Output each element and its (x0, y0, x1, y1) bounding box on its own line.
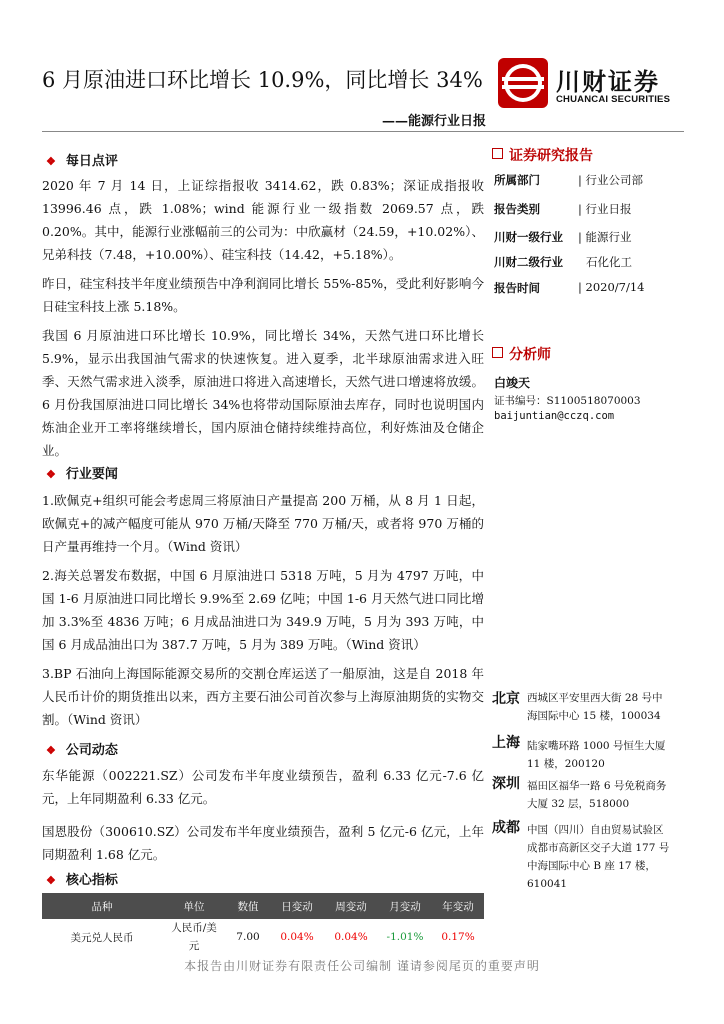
logo-chinese-name: 川财证券 (556, 68, 660, 96)
office-city: 上海 (492, 735, 520, 751)
analyst-heading: 分析师 (492, 344, 551, 364)
office-address: 中国（四川）自由贸易试验区 成都市高新区交子大道 177 号 中海国际中心 B 座 17 楼， 610041 (527, 824, 670, 890)
cell-unit: 人民币/美 元 (171, 922, 217, 952)
column-header: 月变动 (378, 893, 432, 919)
office-address: 西城区平安里西大街 28 号中 海国际中心 15 楼，100034 (527, 692, 663, 722)
diamond-bullet-icon: ❖ (46, 155, 56, 168)
office-address: 陆家嘴环路 1000 号恒生大厦 11 楼，200120 (527, 740, 666, 770)
cell-daily-change: 0.04% (280, 931, 314, 943)
office-city: 成都 (492, 820, 520, 836)
cell-name: 美元兑人民币 (70, 931, 134, 944)
paragraph: 我国 6 月原油进口环比增长 10.9%，同比增长 34%，天然气进口环比增长 5.9%，显示出我国油气需求的快速恢复。进入夏季，北半球原油需求进入旺季、天然气需求进入淡季，原油进口将进入高速增长，天然气进口增速将放缓。6 月份我国原油进口同比增长 34%也将带动国际原油去库存，同时也说明国内炼油企业开工率将继续增长，国内原油仓储持续维持高位，利好炼油及仓储企业。 (42, 328, 484, 458)
analyst-email[interactable]: baijuntian@cczq.com (494, 410, 615, 422)
office-city: 深圳 (492, 776, 520, 792)
analyst-name: 白竣天 (494, 376, 531, 390)
cell-weekly-change: 0.04% (334, 931, 368, 943)
section-heading-indicators: ❖ 核心指标 (46, 873, 118, 888)
diamond-bullet-icon: ❖ (46, 468, 56, 481)
paragraph: 2.海关总署发布数据，中国 6 月原油进口 5318 万吨，5 月为 4797 万吨，中国 1-6 月原油进口同比增长 9.9%至 2.69 亿吨；中国 1-6 月天然气进口同比增加 3.3%至 4836 万吨；6 月成品油进口为 349.9 万吨，5 月为 393 万吨，中国 6 月成品油出口为 387.7 万吨，5 月为 389 万吨。（Wind 资讯） (42, 568, 484, 652)
diamond-bullet-icon: ❖ (46, 744, 56, 757)
report-meta: 所属部门 | 行业公司部 报告类别 | 行业日报 川财一级行业 | 能源行业 川财二级行业 石化化工 报告时间 | 2020/7/14 (494, 173, 645, 295)
section-heading-daily: ❖ 每日点评 (46, 154, 118, 169)
table-row (42, 919, 484, 955)
cell-yearly-change: 0.17% (441, 931, 475, 943)
page-subtitle: ——能源行业日报 (382, 114, 487, 129)
paragraph: 国恩股份（300610.SZ）公司发布半年度业绩预告，盈利 5 亿元-6 亿元，上年同期盈利 1.68 亿元。 (42, 824, 484, 862)
column-header: 日变动 (270, 893, 324, 919)
analyst-icon (492, 347, 503, 358)
logo-english-name: CHUANCAI SECURITIES (556, 94, 671, 105)
cell-monthly-change: -1.01% (386, 931, 424, 943)
column-header: 单位 (162, 893, 226, 919)
column-header: 周变动 (324, 893, 378, 919)
paragraph: 东华能源（002221.SZ）公司发布半年度业绩预告，盈利 6.33 亿元-7.6 亿元，上年同期盈利 6.33 亿元。 (42, 768, 484, 806)
header-divider (42, 131, 684, 132)
cell-value: 7.00 (236, 931, 260, 943)
company-logo (498, 58, 688, 110)
analyst-cert: 证书编号：S1100518070003 (494, 395, 641, 407)
office-address: 福田区福华一路 6 号免税商务 大厦 32 层，518000 (527, 780, 667, 810)
core-indicators-table (42, 893, 484, 955)
paragraph: 3.BP 石油向上海国际能源交易所的交割仓库运送了一船原油，这是自 2018 年人民币计价的期货推出以来，西方主要石油公司首次参与上海原油期货的实物交割。（Wind 资讯） (42, 666, 484, 727)
paragraph: 1.欧佩克+组织可能会考虑周三将原油日产量提高 200 万桶，从 8 月 1 日起，欧佩克+的减产幅度可能从 970 万桶/天降至 770 万桶/天，或者将 970 万桶的日产量再维持一个月。（Wind 资讯） (42, 493, 484, 554)
section-heading-industry: ❖ 行业要闻 (46, 467, 118, 482)
paragraph: 2020 年 7 月 14 日，上证综指报收 3414.62，跌 0.83%；深证成指报收 13996.46 点，跌 1.08%；wind 能源行业一级指数 2069.57 点，跌 0.20%。其中，能源行业涨幅前三的公司为：中欣赢材（24.59，+10.02%）、兄弟科技（7.48，+10.00%）、硅宝科技（14.42，+5.18%）。 (42, 178, 484, 262)
report-icon (492, 148, 503, 159)
column-header: 品种 (42, 893, 162, 919)
page-title: 6 月原油进口环比增长 10.9%，同比增长 34% (42, 68, 483, 92)
chuancai-logo-icon (498, 58, 548, 108)
disclaimer-footer: 本报告由川财证券有限责任公司编制 谨请参阅尾页的重要声明 (184, 959, 540, 973)
column-header: 数值 (226, 893, 270, 919)
company-news-body (42, 764, 484, 872)
section-heading-company: ❖ 公司动态 (46, 743, 118, 758)
report-type-heading: 证券研究报告 (492, 145, 593, 165)
paragraph: 昨日，硅宝科技半年度业绩预告中净利润同比增长 55%-85%，受此利好影响今日硅宝科技上涨 5.18%。 (42, 276, 484, 314)
industry-news-body (42, 489, 484, 737)
office-city: 北京 (492, 691, 520, 707)
diamond-bullet-icon: ❖ (46, 874, 56, 887)
column-header: 年变动 (432, 893, 484, 919)
daily-comment-body (42, 174, 484, 468)
table-header-row (42, 893, 484, 919)
